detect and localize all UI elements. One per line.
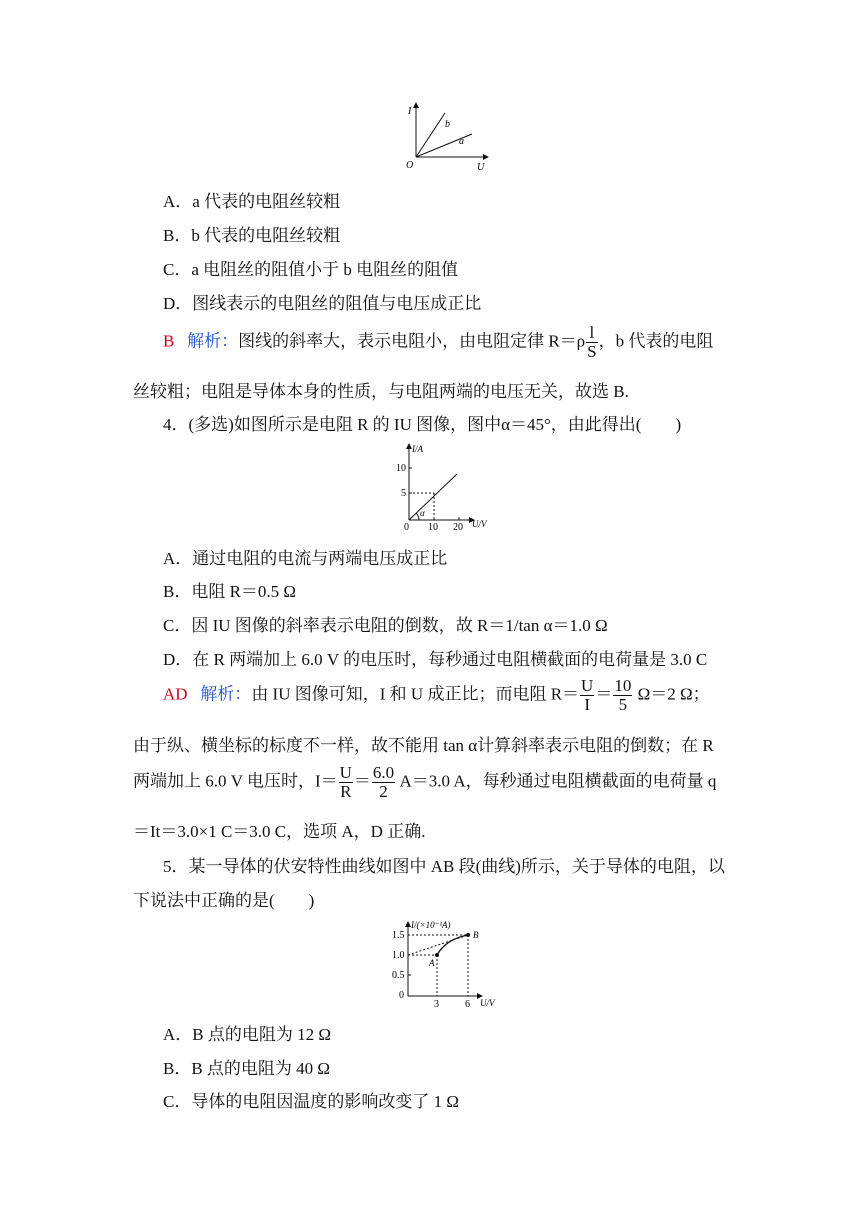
y-axis-label: I (408, 106, 412, 117)
fraction-l-over-s: $\frac{l}{S}$ (587, 323, 597, 361)
x-tick-10: 10 (428, 522, 438, 532)
figure-iu-curve-ab (378, 918, 504, 1010)
x-axis-label: U (477, 162, 485, 173)
q3-analysis-text-end: ，b 代表的电阻 (598, 331, 714, 351)
y-tick-05: 0.5 (392, 970, 405, 981)
q3-answer-line2: 丝较粗；电阻是导体本身的性质，与电阻两端的电压无关，故选 B. (133, 382, 629, 401)
q4-option-c: C．因 IU 图像的斜率表示电阻的倒数，故 R＝1/tan α＝1.0 Ω (163, 616, 608, 635)
q3-answer-line1 (163, 324, 713, 361)
origin-label: O (406, 160, 414, 171)
fraction-u-over-r: $\frac{U}{R}$ (339, 763, 352, 801)
y-axis-label: I/A (412, 444, 423, 454)
q4-answer-line1: AD 解析：由 IU 图像可知，I 和 U 成正比；而电阻 R＝ $\frac{U}{I}$ ＝ $\frac{10}{5}$ Ω＝2 Ω； (163, 676, 710, 714)
q5-option-c: C．导体的电阻因温度的影响改变了 1 Ω (163, 1092, 459, 1111)
point-a (435, 953, 439, 957)
x-tick-6: 6 (465, 999, 470, 1010)
q4-option-b: B．电阻 R＝0.5 Ω (163, 582, 297, 601)
y-tick-5: 5 (401, 488, 406, 499)
q4-answer-line3: 两端加上 6.0 V 电压时，I＝ $\frac{U}{R}$ ＝ $\frac{6.0}{2}$ A＝3.0 A，每秒通过电阻横截面的电荷量 q (133, 763, 717, 801)
q4-option-d: D．在 R 两端加上 6.0 V 的电压时，每秒通过电阻横截面的电荷量是 3.0 C (163, 650, 708, 669)
line-b (416, 113, 445, 157)
y-tick-10: 10 (396, 463, 406, 474)
figure-iu-lines-ab (400, 100, 492, 176)
q5-stem-line2: 下说法中正确的是( ) (133, 891, 315, 910)
q3-analysis-label: 解析： (187, 331, 239, 351)
q3-analysis-text: 图线的斜率大，表示电阻小，由电阻定律 R＝ρ (238, 331, 586, 351)
q4-answer-line2: 由于纵、横坐标的标度不一样，故不能用 tan α计算斜率表示电阻的倒数；在 R (133, 736, 714, 755)
q3-option-d: D．图线表示的电阻丝的阻值与电压成正比 (163, 294, 482, 313)
angle-arc (416, 513, 419, 520)
q5-option-a: A．B 点的电阻为 12 Ω (163, 1025, 331, 1044)
q3-option-c: C．a 电阻丝的阻值小于 b 电阻丝的阻值 (163, 260, 459, 279)
q3-option-b: B．b 代表的电阻丝较粗 (163, 226, 341, 245)
x-tick-20: 20 (453, 522, 463, 532)
line-b-label: b (445, 119, 450, 130)
q4-analysis-label: 解析： (200, 684, 252, 704)
q3-answer-letter: B (163, 331, 175, 351)
point-b-label: B (473, 930, 479, 940)
q5-stem-line1: 5．某一导体的伏安特性曲线如图中 AB 段(曲线)所示，关于导体的电阻，以 (163, 857, 725, 876)
q4-stem: 4．(多选)如图所示是电阻 R 的 IU 图像，图中α＝45°，由此得出( ) (163, 415, 682, 434)
q3-option-a: A．a 代表的电阻丝较粗 (163, 192, 341, 211)
curve-ab (437, 935, 468, 955)
q5-option-b: B．B 点的电阻为 40 Ω (163, 1059, 331, 1078)
line-a-label: a (459, 136, 464, 147)
q4-answer-line4: ＝It＝3.0×1 C＝3.0 C，选项 A，D 正确. (133, 822, 426, 841)
fraction-10-over-5: $\frac{10}{5}$ (614, 676, 632, 714)
y-tick-10: 1.0 (392, 950, 405, 961)
x-axis-label: U/V (480, 998, 495, 1008)
point-b (466, 933, 470, 937)
fraction-u-over-i: $\frac{U}{I}$ (581, 676, 594, 714)
q4-option-a: A．通过电阻的电流与两端电压成正比 (163, 549, 448, 568)
y-axis-label: I/(×10⁻¹A) (411, 920, 451, 930)
x-axis-label: U/V (472, 519, 487, 529)
y-tick-0: 0 (399, 990, 404, 1001)
angle-label: α (420, 508, 425, 518)
figure-iu-resistor (392, 440, 502, 532)
y-tick-15: 1.5 (392, 930, 405, 941)
fraction-6-over-2: $\frac{6.0}{2}$ (372, 763, 395, 801)
x-tick-3: 3 (434, 999, 439, 1010)
point-a-label: A (429, 958, 435, 968)
x-tick-0: 0 (404, 522, 409, 532)
q4-answer-letter: AD (163, 684, 188, 704)
